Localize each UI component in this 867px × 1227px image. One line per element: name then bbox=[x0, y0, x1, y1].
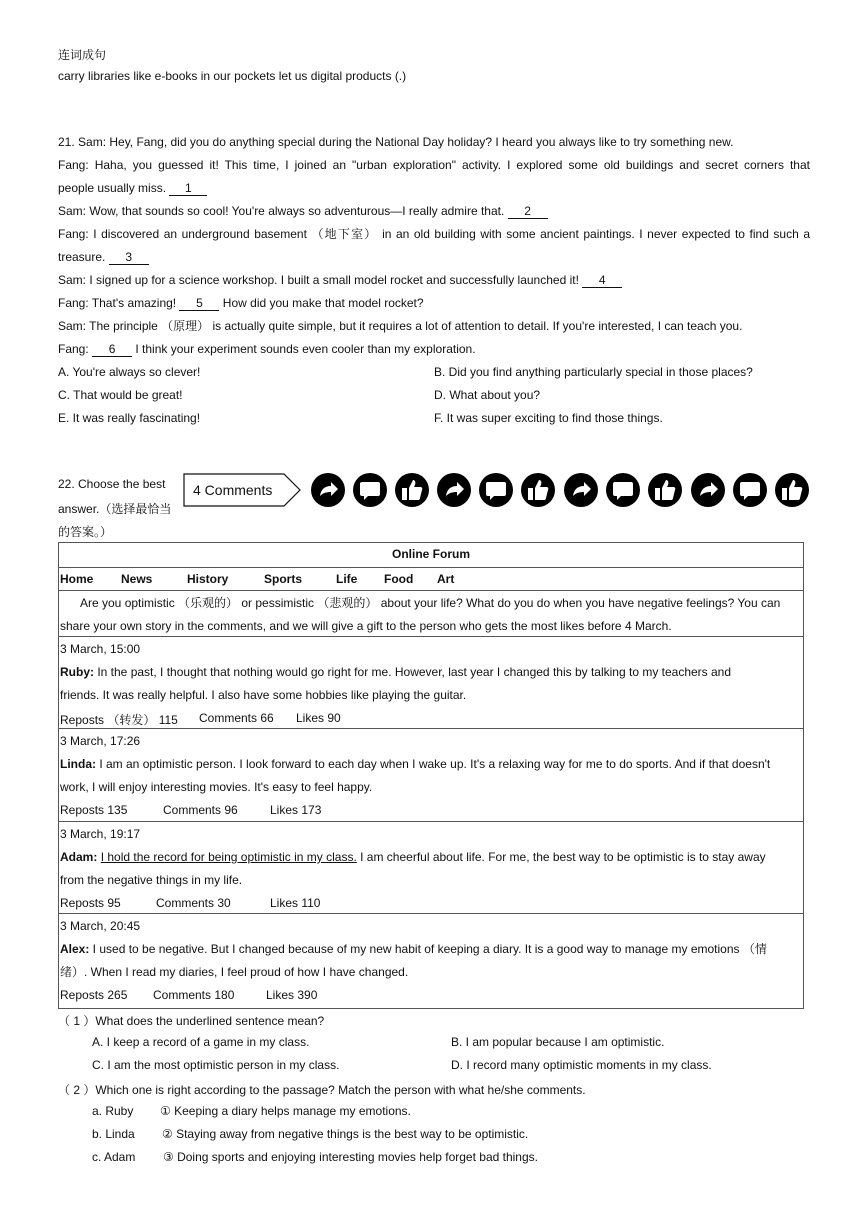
like-icon[interactable] bbox=[395, 473, 429, 507]
blank-6[interactable]: 6 bbox=[92, 343, 132, 357]
nav-history[interactable]: History bbox=[187, 572, 229, 586]
dialogue-line: Sam: Wow, that sounds so cool! You're always so adventurous—I really admire that. 2 bbox=[58, 204, 548, 219]
blank-1[interactable]: 1 bbox=[169, 182, 207, 196]
share-icon[interactable] bbox=[691, 473, 725, 507]
sub1-option-a[interactable]: A. I keep a record of a game in my class. bbox=[92, 1035, 310, 1049]
post-author: Linda: bbox=[60, 757, 96, 771]
forum-title: Online Forum bbox=[392, 547, 470, 561]
post-body: Adam: I hold the record for being optimistic in my class. I am cheerful about life. For me, the best way to be optimistic is to stay away bbox=[60, 850, 766, 864]
likes-count: Likes 90 bbox=[296, 711, 341, 725]
forum-intro bbox=[59, 590, 803, 637]
dialogue-line: Fang: Haha, you guessed it! This time, I joined an "urban exploration" activity. I explored some old buildings and secret corners that bbox=[58, 158, 810, 172]
reposts-count: Reposts （转发） 115 bbox=[60, 713, 178, 727]
reposts-count: Reposts 265 bbox=[60, 988, 128, 1002]
post-body: friends. It was really helpful. I also have some hobbies like playing the guitar. bbox=[60, 688, 467, 702]
post-body: Alex: I used to be negative. But I changed because of my new habit of keeping a diary. It is a good way to manage my emotions （情 bbox=[60, 942, 767, 956]
sentence-task: carry libraries like e-books in our pockets let us digital products (.) bbox=[58, 69, 407, 83]
match-person: c. Adam bbox=[92, 1150, 136, 1164]
online-forum bbox=[58, 542, 804, 1009]
dialogue-line: Fang: I discovered an underground basement （地下室） in an old building with some ancient paintings. I never expected to find such a bbox=[58, 227, 810, 241]
comments-button[interactable] bbox=[183, 473, 301, 507]
underlined-sentence: I hold the record for being optimistic in my class. bbox=[100, 850, 357, 864]
likes-count: Likes 173 bbox=[270, 803, 322, 817]
q22-intro-line: 的答案。） bbox=[58, 525, 113, 539]
section-title: 连词成句 bbox=[58, 48, 107, 62]
post-author: Adam: bbox=[60, 850, 98, 864]
q22-intro-line: 22. Choose the best bbox=[58, 477, 166, 491]
intro-line: Are you optimistic （乐观的） or pessimistic （悲观的） about your life? What do you do when you have negative feelings? You can bbox=[80, 596, 781, 610]
dialogue-line: Fang: 6 I think your experiment sounds even cooler than my exploration. bbox=[58, 342, 476, 356]
like-icon[interactable] bbox=[521, 473, 555, 507]
option-d[interactable]: D. What about you? bbox=[434, 388, 541, 402]
like-icon[interactable] bbox=[648, 473, 682, 507]
option-f[interactable]: F. It was super exciting to find those things. bbox=[434, 411, 663, 425]
post-body: work, I will enjoy interesting movies. It's easy to feel happy. bbox=[60, 780, 373, 794]
reposts-count: Reposts 95 bbox=[60, 896, 121, 910]
comment-icon[interactable] bbox=[606, 473, 640, 507]
nav-sports[interactable]: Sports bbox=[264, 572, 303, 586]
blank-2[interactable]: 2 bbox=[508, 205, 548, 219]
nav-home[interactable]: Home bbox=[60, 572, 94, 586]
post-body: Ruby: In the past, I thought that nothing would go right for me. However, last year I changed this by talking to my teachers and bbox=[60, 665, 732, 679]
forum-post bbox=[59, 913, 803, 1009]
match-statement: ② Staying away from negative things is the best way to be optimistic. bbox=[162, 1127, 529, 1141]
sub1-option-b[interactable]: B. I am popular because I am optimistic. bbox=[451, 1035, 665, 1049]
blank-5[interactable]: 5 bbox=[179, 297, 219, 311]
dialogue-line: people usually miss. 1 bbox=[58, 181, 207, 196]
nav-art[interactable]: Art bbox=[437, 572, 455, 586]
share-icon[interactable] bbox=[311, 473, 345, 507]
dialogue-line: Sam: The principle （原理） is actually quite simple, but it requires a lot of attention to detail. If you're interested, I can teach you. bbox=[58, 319, 743, 333]
match-statement: ① Keeping a diary helps manage my emotions. bbox=[160, 1104, 411, 1118]
comments-count: Comments 180 bbox=[153, 988, 235, 1002]
forum-nav bbox=[59, 567, 803, 591]
option-e[interactable]: E. It was really fascinating! bbox=[58, 411, 201, 425]
comment-icon[interactable] bbox=[733, 473, 767, 507]
dialogue-line: Sam: I signed up for a science workshop. I built a small model rocket and successfully launched it! 4 bbox=[58, 273, 622, 288]
like-icon[interactable] bbox=[775, 473, 809, 507]
share-icon[interactable] bbox=[437, 473, 471, 507]
dialogue-line: Fang: That's amazing! 5 How did you make that model rocket? bbox=[58, 296, 424, 310]
reposts-count: Reposts 135 bbox=[60, 803, 128, 817]
post-time: 3 March, 20:45 bbox=[60, 919, 141, 933]
dialogue-line: treasure. 3 bbox=[58, 250, 149, 265]
sub1-option-d[interactable]: D. I record many optimistic moments in my class. bbox=[451, 1058, 712, 1072]
share-icon[interactable] bbox=[564, 473, 598, 507]
forum-post bbox=[59, 728, 803, 822]
likes-count: Likes 390 bbox=[266, 988, 318, 1002]
post-body: Linda: I am an optimistic person. I look forward to each day when I wake up. It's a relaxing way for me to do sports. And if that doesn't bbox=[60, 757, 771, 771]
forum-post bbox=[59, 821, 803, 914]
post-author: Alex: bbox=[60, 942, 90, 956]
dialogue-line: 21. Sam: Hey, Fang, did you do anything special during the National Day holiday? I heard you always like to try something new. bbox=[58, 135, 734, 149]
option-b[interactable]: B. Did you find anything particularly special in those places? bbox=[434, 365, 753, 379]
match-person: b. Linda bbox=[92, 1127, 135, 1141]
likes-count: Likes 110 bbox=[270, 896, 321, 910]
blank-4[interactable]: 4 bbox=[582, 274, 622, 288]
post-author: Ruby: bbox=[60, 665, 94, 679]
q22-intro-line: answer.（选择最恰当 bbox=[58, 502, 172, 516]
comments-count: Comments 30 bbox=[156, 896, 231, 910]
comments-count: Comments 96 bbox=[163, 803, 238, 817]
blank-3[interactable]: 3 bbox=[109, 251, 149, 265]
nav-life[interactable]: Life bbox=[336, 572, 358, 586]
comment-icon[interactable] bbox=[353, 473, 387, 507]
match-person: a. Ruby bbox=[92, 1104, 134, 1118]
sub1-option-c[interactable]: C. I am the most optimistic person in my class. bbox=[92, 1058, 340, 1072]
comments-label: 4 Comments bbox=[193, 482, 273, 498]
post-body: 绪）. When I read my diaries, I feel proud of how I have changed. bbox=[60, 965, 409, 979]
comments-count: Comments 66 bbox=[199, 711, 274, 725]
intro-line: share your own story in the comments, and we will give a gift to the person who gets the most likes before 4 March. bbox=[60, 619, 672, 633]
post-time: 3 March, 19:17 bbox=[60, 827, 141, 841]
sub-question-1: （ 1 ）What does the underlined sentence mean? bbox=[58, 1014, 325, 1028]
match-statement: ③ Doing sports and enjoying interesting movies help forget bad things. bbox=[163, 1150, 538, 1164]
nav-news[interactable]: News bbox=[121, 572, 153, 586]
comment-icon[interactable] bbox=[479, 473, 513, 507]
post-time: 3 March, 15:00 bbox=[60, 642, 141, 656]
nav-food[interactable]: Food bbox=[384, 572, 414, 586]
post-time: 3 March, 17:26 bbox=[60, 734, 141, 748]
forum-post bbox=[59, 636, 803, 729]
sub-question-2: （ 2 ）Which one is right according to the passage? Match the person with what he/she comments. bbox=[58, 1083, 586, 1097]
option-a[interactable]: A. You're always so clever! bbox=[58, 365, 201, 379]
post-body: from the negative things in my life. bbox=[60, 873, 243, 887]
option-c[interactable]: C. That would be great! bbox=[58, 388, 183, 402]
